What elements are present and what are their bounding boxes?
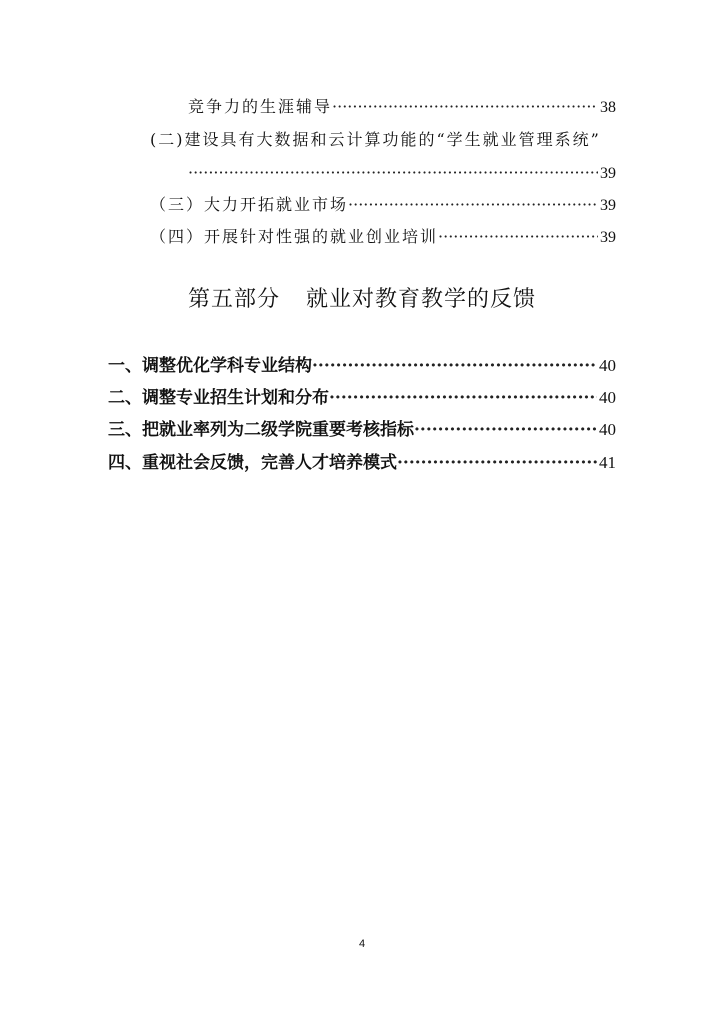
toc-entry-page: 39 xyxy=(600,165,616,182)
toc-entry-page: 40 xyxy=(599,388,616,407)
toc-entry-page: 38 xyxy=(600,99,616,116)
dot-leader xyxy=(414,417,597,443)
toc-entry-title: 二、调整专业招生计划和分布 xyxy=(108,388,329,408)
page-number: 4 xyxy=(358,938,366,950)
toc-entry-title: （四）开展针对性强的就业创业培训 xyxy=(150,227,439,246)
dot-leader xyxy=(348,193,598,217)
toc-entry-employment-rate-indicator[interactable] xyxy=(108,417,616,443)
toc-entry-page: 39 xyxy=(600,197,616,214)
toc-entry-title: （三）大力开拓就业市场 xyxy=(150,195,349,214)
toc-entry-social-feedback[interactable] xyxy=(108,450,616,476)
toc-entry-training[interactable] xyxy=(150,225,616,249)
toc-entry-page: 39 xyxy=(600,229,616,246)
toc-entry-employment-system[interactable] xyxy=(150,128,620,152)
toc-entry-title: 一、调整优化学科专业结构 xyxy=(108,356,312,376)
toc-entry-enrollment-plan[interactable] xyxy=(108,385,616,411)
dot-leader xyxy=(329,385,597,411)
dot-leader xyxy=(188,161,598,185)
toc-entry-title: 四、重视社会反馈，完善人才培养模式 xyxy=(108,453,397,473)
dot-leader xyxy=(438,225,598,249)
toc-entry-employment-system-continuation[interactable] xyxy=(188,161,616,185)
toc-entry-title: (二)建设具有大数据和云计算功能的“学生就业管理系统” xyxy=(150,130,601,149)
toc-entry-title: 三、把就业率列为二级学院重要考核指标 xyxy=(108,420,414,440)
toc-entry-title: 竞争力的生涯辅导 xyxy=(188,97,333,116)
dot-leader xyxy=(397,450,597,476)
dot-leader xyxy=(312,353,597,379)
section-heading: 第五部分 就业对教育教学的反馈 xyxy=(187,286,536,311)
toc-entry-page: 40 xyxy=(599,356,616,375)
toc-entry-adjust-structure[interactable] xyxy=(108,353,616,379)
dot-leader xyxy=(332,95,598,119)
toc-entry-career-guidance[interactable] xyxy=(188,95,616,119)
toc-entry-page: 41 xyxy=(599,453,616,472)
toc-entry-expand-market[interactable] xyxy=(150,193,616,217)
toc-entry-page: 40 xyxy=(599,420,616,439)
